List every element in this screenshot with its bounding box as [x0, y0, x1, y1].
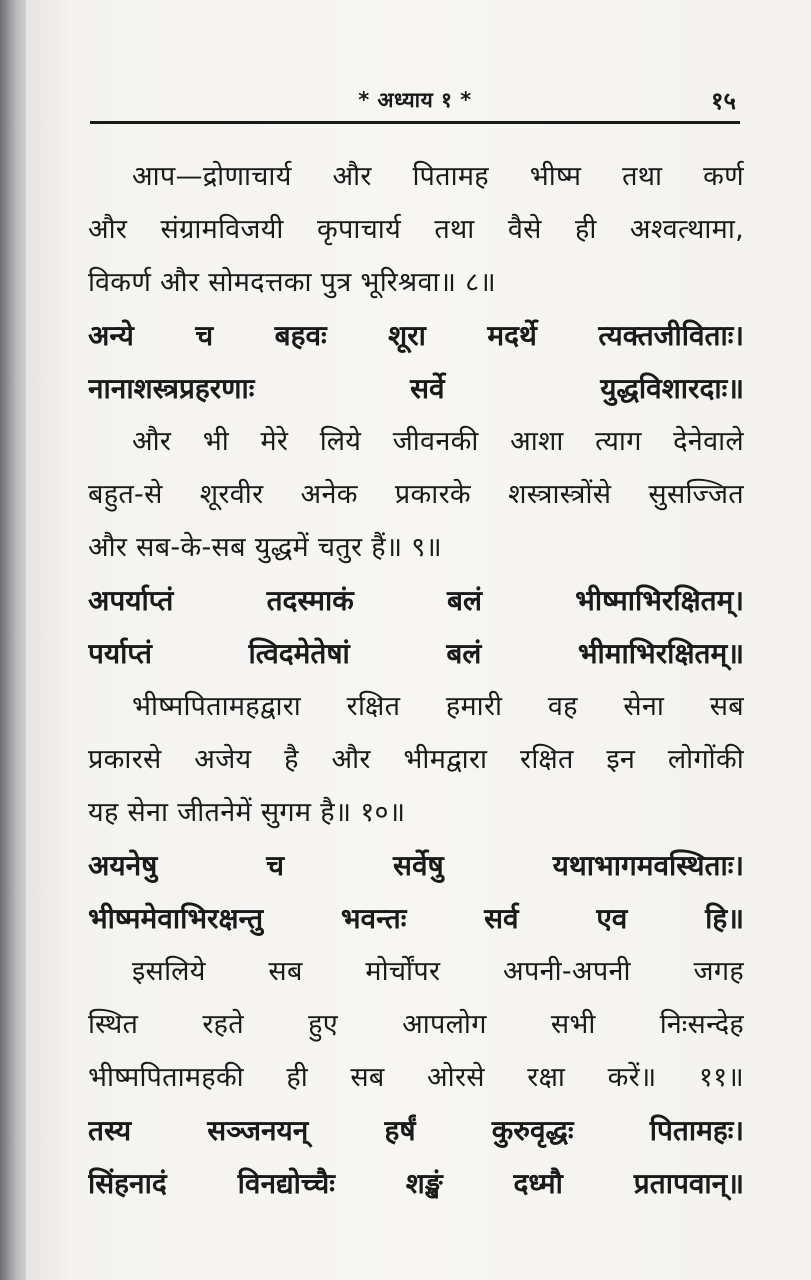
book-page	[26, 0, 811, 1280]
translation-line: विकर्ण और सोमदत्तका पुत्र भूरिश्रवा॥ ८॥	[88, 267, 496, 298]
translation-line: भीष्मपितामहकी ही सब ओरसे रक्षा करें॥ ११॥	[88, 1062, 744, 1093]
shloka-line: नानाशस्त्रप्रहरणाः सर्वे युद्धविशारदाः॥	[88, 372, 744, 405]
translation-line: प्रकारसे अजेय है और भीमद्वारा रक्षित इन लोगोंकी	[88, 744, 744, 775]
translation-line: आप—द्रोणाचार्य और पितामह भीष्म तथा कर्ण	[132, 161, 744, 192]
translation-line: बहुत-से शूरवीर अनेक प्रकारके शस्त्रास्त्रोंसे सुसज्जित	[88, 479, 744, 510]
translation-line: यह सेना जीतनेमें सुगम है॥ १०॥	[88, 797, 406, 828]
translation-line: इसलिये सब मोर्चोंपर अपनी-अपनी जगह	[132, 956, 744, 987]
page-number: १५	[711, 87, 736, 115]
chapter-title: * अध्याय १ *	[358, 88, 472, 112]
header-divider	[90, 121, 740, 124]
shloka-line: अपर्याप्तं तदस्माकं बलं भीष्माभिरक्षितम्।	[88, 584, 744, 617]
shloka-line: तस्य सञ्जनयन् हर्षं कुरुवृद्धः पितामहः।	[88, 1114, 744, 1147]
page-body	[88, 150, 744, 1210]
shloka-line: अन्ये च बहवः शूरा मदर्थे त्यक्तजीविताः।	[88, 319, 744, 352]
translation-line: और भी मेरे लिये जीवनकी आशा त्याग देनेवाले	[132, 426, 744, 457]
shloka-line: अयनेषु च सर्वेषु यथाभागमवस्थिताः।	[88, 849, 744, 882]
page-header	[90, 78, 740, 122]
shloka-line: भीष्ममेवाभिरक्षन्तु भवन्तः सर्व एव हि॥	[88, 902, 744, 935]
translation-line: भीष्मपितामहद्वारा रक्षित हमारी वह सेना सब	[132, 691, 744, 722]
shloka-line: सिंहनादं विनद्योच्चैः शङ्खं दध्मौ प्रतापवान्॥	[88, 1167, 744, 1200]
translation-line: स्थित रहते हुए आपलोग सभी निःसन्देह	[88, 1009, 744, 1040]
shloka-line: पर्याप्तं त्विदमेतेषां बलं भीमाभिरक्षितम्॥	[88, 637, 744, 670]
translation-line: और सब-के-सब युद्धमें चतुर हैं॥ ९॥	[88, 532, 443, 563]
translation-line: और संग्रामविजयी कृपाचार्य तथा वैसे ही अश्वत्थामा,	[88, 214, 744, 245]
